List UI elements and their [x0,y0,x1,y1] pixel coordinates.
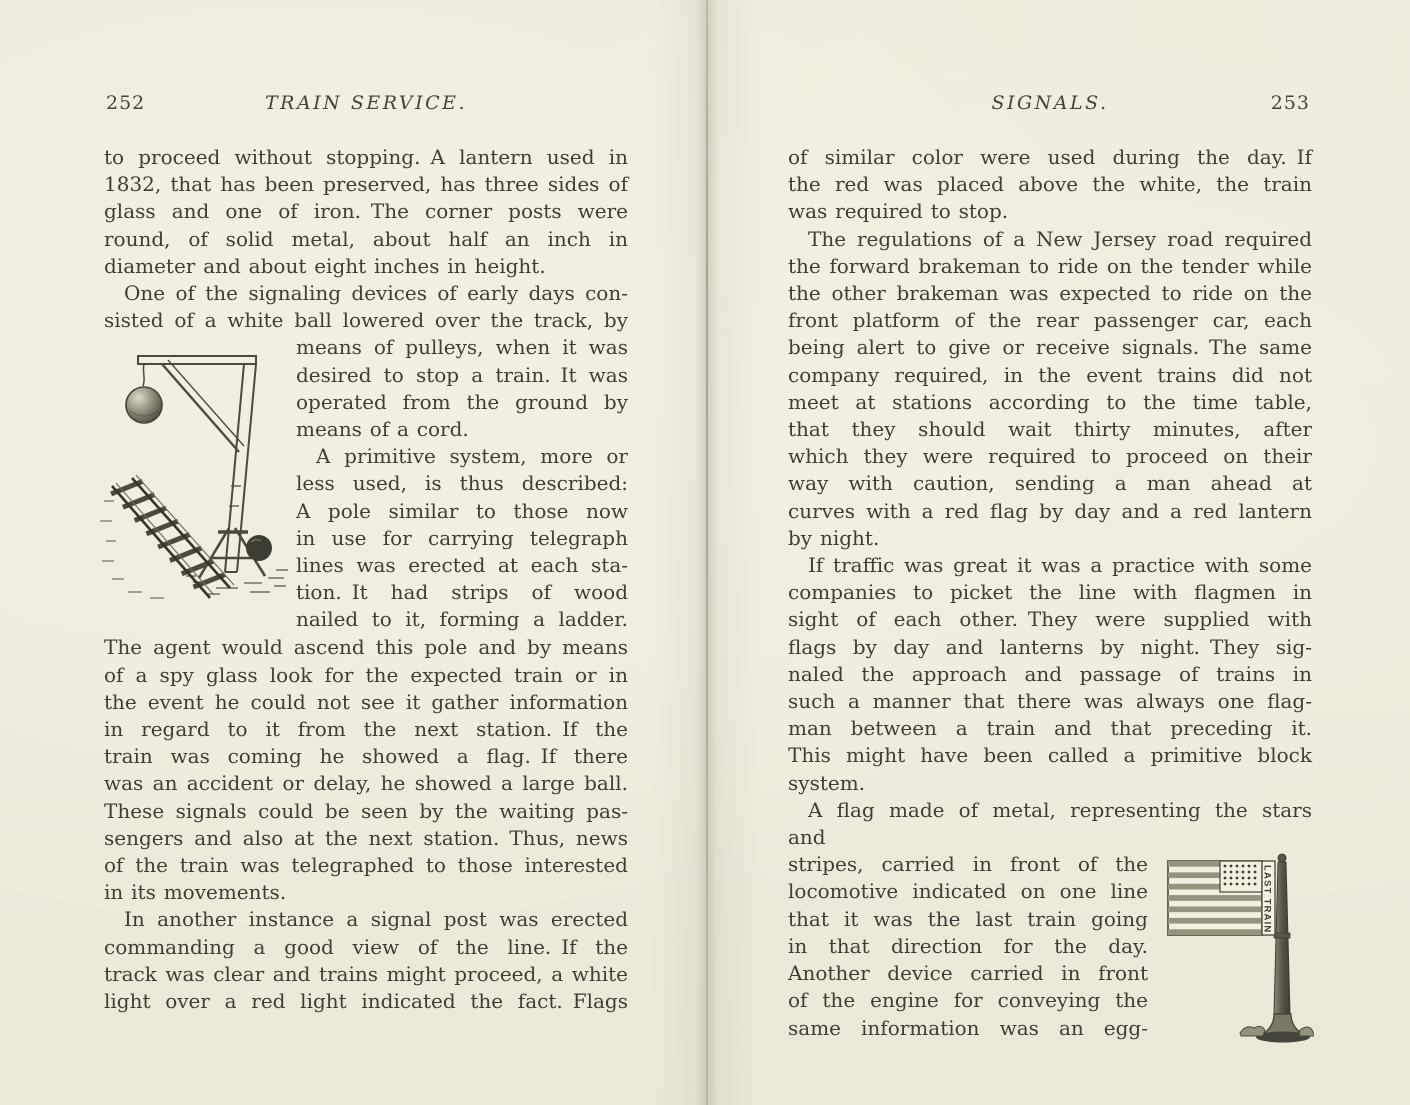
text-line: commanding a good view of the line. If the [104,934,628,959]
flag-label: LAST TRAIN [1261,865,1273,934]
text-line: sight of each other. They were supplied with [788,607,1312,632]
white-signal-ball [126,387,162,423]
page-right-header [788,92,1312,118]
text-line: curves with a red flag by day and a red lantern [788,498,1312,523]
text-line: tion. It had strips of wood [296,580,628,605]
right-wrap-text [788,851,1148,1041]
text-line: the red was placed above the white, the train [788,172,1312,197]
signal-post [138,356,256,572]
text-line: such a manner that there was always one flag- [788,689,1312,714]
left-wrap-text [296,334,628,633]
text-line: A flag made of metal, representing the stars and [788,797,1312,850]
right-top-text [788,144,1312,851]
text-line: was required to stop. [788,199,1009,224]
text-line: operated from the ground by [296,389,628,414]
text-line: that it was the last train going [788,906,1148,931]
text-line: front platform of the rear passenger car, each [788,308,1312,333]
ball-signal-illustration [98,336,294,604]
railroad-track [100,475,234,598]
text-line: A primitive system, more or [296,444,628,469]
text-line: One of the signaling devices of early days con- [104,281,628,306]
text-line: the forward brakeman to ride on the tender while [788,253,1312,278]
right-wrap-section [788,851,1312,1056]
text-line: nailed to it, forming a ladder. [296,607,628,632]
text-line: means of pulleys, when it was [296,335,628,360]
text-line: in its movements. [104,880,287,905]
text-line: The regulations of a New Jersey road required [788,226,1312,251]
text-line: In another instance a signal post was erected [104,907,628,932]
text-line: This might have been called a primitive block [788,743,1312,768]
text-line: lines was erected at each sta- [296,553,628,578]
text-line: desired to stop a train. It was [296,362,628,387]
text-line: The agent would ascend this pole and by means [104,635,628,660]
text-line: sengers and also at the next station. Thus, news [104,825,628,850]
text-line: train was coming he showed a flag. If there [104,744,628,769]
text-line: locomotive indicated on one line [788,879,1148,904]
pole-finial [1278,854,1286,862]
left-bottom-text [104,634,628,1015]
text-line: stripes, carried in front of the [788,852,1148,877]
text-line: sisted of a white ball lowered over the track, by [104,308,628,333]
text-line: way with caution, sending a man ahead at [788,471,1312,496]
text-line: same information was an egg- [788,1015,1148,1040]
text-line: the other brakeman was expected to ride on the [788,281,1312,306]
text-line: Another device carried in front [788,961,1148,986]
text-line: of the train was telegraphed to those interested [104,853,628,878]
text-line: being alert to give or receive signals. The same [788,335,1312,360]
text-line: meet at stations according to the time table, [788,389,1312,414]
text-line: man between a train and that preceding it. [788,716,1312,741]
text-line: of a spy glass look for the expected train or in [104,662,628,687]
page-right [788,92,1312,1056]
text-line: flags by day and lanterns by night. They sig- [788,634,1312,659]
page-left [104,92,628,1015]
text-line: 1832, that has been preserved, has three sides of [104,172,628,197]
running-head-right: SIGNALS. [991,92,1109,114]
text-line: These signals could be seen by the waiting pas- [104,798,628,823]
stars-and-stripes-flag [1168,861,1275,935]
page-number-right: 253 [1270,92,1310,114]
gutter-shadow [652,0,762,1105]
text-line: system. [788,770,866,795]
text-line: in regard to it from the next station. If the [104,717,628,742]
text-line: naled the approach and passage of trains in [788,661,1312,686]
text-line: diameter and about eight inches in height. [104,253,546,278]
text-line: by night. [788,525,880,550]
left-wrap-section [104,334,628,634]
text-line: which they were required to proceed on their [788,444,1312,469]
text-line: track was clear and trains might proceed, a white [104,961,628,986]
last-train-flag-illustration [1164,845,1314,1051]
text-line: round, of solid metal, about half an inch in [104,226,628,251]
text-line: was an accident or delay, he showed a large ball. [104,771,628,796]
running-head-left: TRAIN SERVICE. [264,92,468,114]
left-top-text [104,144,628,334]
signal-cord [143,364,144,386]
text-line: glass and one of iron. The corner posts were [104,199,628,224]
text-line: the event he could not see it gather information [104,689,628,714]
text-line: company required, in the event trains did not [788,362,1312,387]
page-number-left: 252 [106,92,146,114]
text-line: means of a cord. [296,417,469,442]
text-line: of the engine for conveying the [788,988,1148,1013]
text-line: to proceed without stopping. A lantern used in [104,145,628,169]
page-left-header [104,92,628,118]
rocks-left [1240,1027,1265,1037]
text-line: less used, is thus described: [296,471,628,496]
dark-signal-ball [246,535,272,561]
text-line: companies to picket the line with flagmen in [788,580,1312,605]
text-line: If traffic was great it was a practice with some [788,553,1312,578]
text-line: A pole similar to those now [296,498,628,523]
text-line: that they should wait thirty minutes, after [788,417,1312,442]
rocks-right [1299,1027,1314,1036]
text-line: of similar color were used during the day. If [788,145,1312,169]
text-line: in use for carrying telegraph [296,525,628,550]
text-line: light over a red light indicated the fact. Flags [104,989,628,1014]
text-line: in that direction for the day. [788,933,1148,958]
gutter-line [706,0,708,1105]
